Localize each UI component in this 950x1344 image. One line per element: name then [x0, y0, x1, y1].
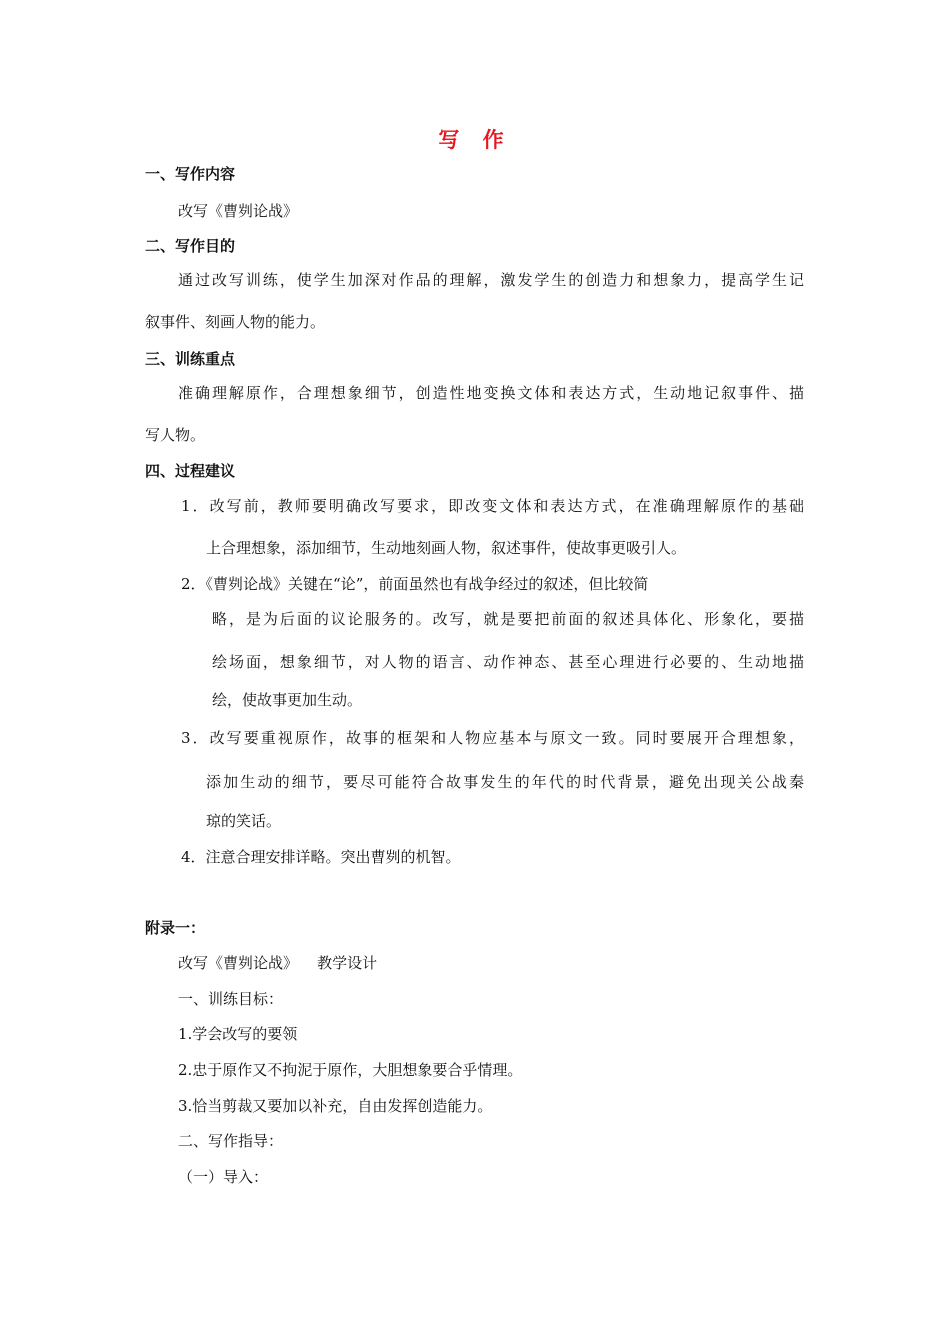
- paragraph-line: 通过改写训练，使学生加深对作品的理解，激发学生的创造力和想象力，提高学生记: [178, 271, 804, 289]
- list-item-line: 3．改写要重视原作，故事的框架和人物应基本与原文一致。同时要展开合理想象，: [181, 729, 804, 747]
- list-item-line: 绘场面，想象细节，对人物的语言、动作神态、甚至心理进行必要的、生动地描: [212, 653, 804, 671]
- appendix-line: 改写《曹刿论战》 教学设计: [178, 954, 378, 972]
- appendix-line: 1.学会改写的要领: [178, 1025, 298, 1043]
- paragraph-line: 改写《曹刿论战》: [178, 202, 299, 220]
- section-heading-content: 一、写作内容: [145, 165, 236, 183]
- appendix-line: （一）导入：: [178, 1168, 269, 1186]
- list-item-line: 绘，使故事更加生动。: [212, 691, 363, 709]
- paragraph-line: 准确理解原作，合理想象细节，创造性地变换文体和表达方式，生动地记叙事件、描: [178, 384, 804, 402]
- appendix-line: 3.恰当剪裁又要加以补充，自由发挥创造能力。: [178, 1097, 493, 1115]
- list-item-line: 2．《曹刿论战》关键在“论”，前面虽然也有战争经过的叙述，但比较简: [181, 575, 649, 593]
- appendix-line: 一、训练目标：: [178, 990, 284, 1008]
- list-item-line: 4．注意合理安排详略。突出曹刿的机智。: [181, 848, 461, 866]
- list-item-line: 上合理想象，添加细节，生动地刻画人物，叙述事件，使故事更吸引人。: [206, 539, 687, 557]
- appendix-heading: 附录一：: [145, 919, 206, 937]
- list-item-line: 琼的笑话。: [206, 812, 282, 830]
- list-item-line: 1．改写前，教师要明确改写要求，即改变文体和表达方式，在准确理解原作的基础: [181, 497, 804, 515]
- appendix-line: 2.忠于原作又不拘泥于原作，大胆想象要合乎情理。: [178, 1061, 523, 1079]
- page-title: 写 作: [438, 128, 512, 152]
- appendix-line: 二、写作指导：: [178, 1132, 284, 1150]
- paragraph-line: 叙事件、刻画人物的能力。: [145, 313, 326, 331]
- section-heading-focus: 三、训练重点: [145, 350, 236, 368]
- section-heading-purpose: 二、写作目的: [145, 237, 236, 255]
- list-item-line: 添加生动的细节，要尽可能符合故事发生的年代的时代背景，避免出现关公战秦: [206, 773, 804, 791]
- paragraph-line: 写人物。: [145, 426, 206, 444]
- list-item-line: 略，是为后面的议论服务的。改写，就是要把前面的叙述具体化、形象化，要描: [212, 610, 804, 628]
- section-heading-process: 四、过程建议: [145, 462, 236, 480]
